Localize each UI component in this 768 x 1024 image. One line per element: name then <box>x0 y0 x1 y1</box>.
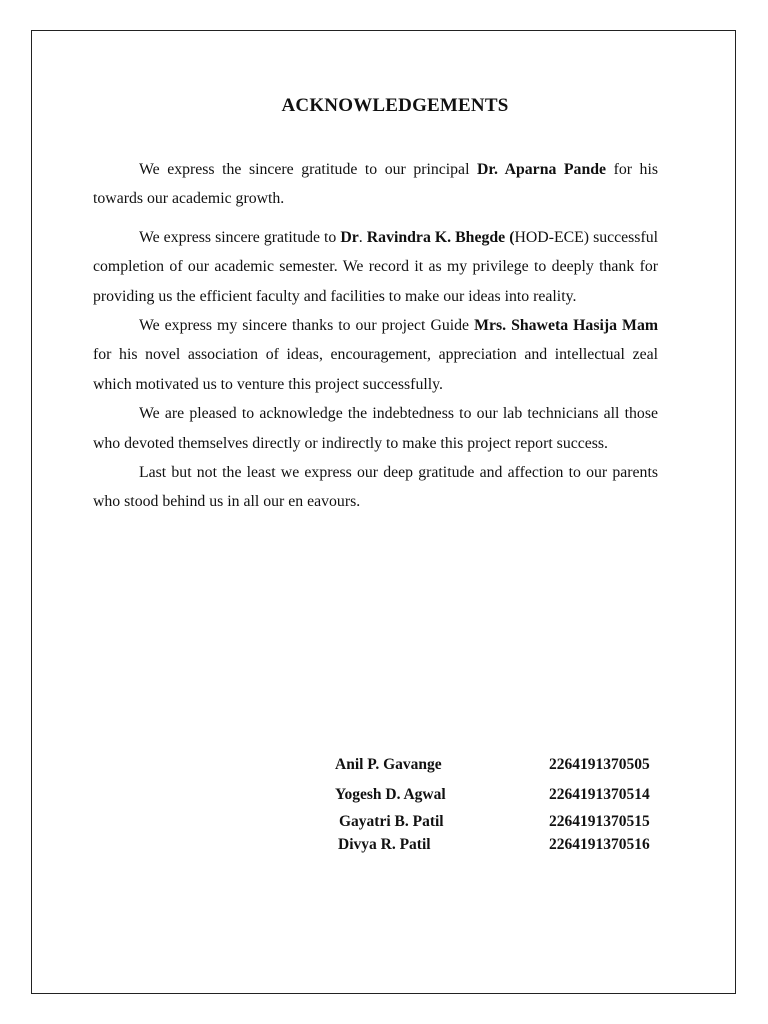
signatory-id-3: 2264191370515 <box>549 813 650 830</box>
acknowledgement-body <box>93 155 658 517</box>
signatory-id-2: 2264191370514 <box>549 786 650 803</box>
paragraph-guide: We express my sincere thanks to our project Guide Mrs. Shaweta Hasija Mam for his novel association of ideas, encouragement, appreciation and intellectual zeal which motivated us to venture this project successfully. <box>93 317 658 393</box>
signatory-name-4: Divya R. Patil <box>338 836 431 853</box>
signatory-name-1: Anil P. Gavange <box>335 756 442 773</box>
signatory-id-1: 2264191370505 <box>549 756 650 773</box>
paragraph-technicians: We are pleased to acknowledge the indebtedness to our lab technicians all those who devoted themselves directly or indirectly to make this project report success. <box>93 405 658 452</box>
page-title: ACKNOWLEDGEMENTS <box>281 95 509 116</box>
paragraph-hod: We express sincere gratitude to Dr. Ravindra K. Bhegde (HOD-ECE) successful completion of our academic semester. We record it as my privilege to deeply thank for providing us the efficient faculty and facilities to make our ideas into reality. <box>93 228 659 305</box>
paragraph-principal: We express the sincere gratitude to our principal Dr. Aparna Pande for his towards our academic growth. <box>93 161 658 208</box>
hod-name: Ravindra K. Bhegde ( <box>366 228 515 246</box>
signatory-name-3: Gayatri B. Patil <box>339 813 444 830</box>
signatory-name-2: Yogesh D. Agwal <box>335 786 446 803</box>
principal-name: Dr. Aparna Pande <box>477 161 607 178</box>
paragraph-parents: Last but not the least we express our deep gratitude and affection to our parents who stood behind us in all our en eavours. <box>93 464 658 511</box>
signatory-id-4: 2264191370516 <box>549 836 650 853</box>
guide-name: Mrs. Shaweta Hasija Mam <box>474 317 658 335</box>
